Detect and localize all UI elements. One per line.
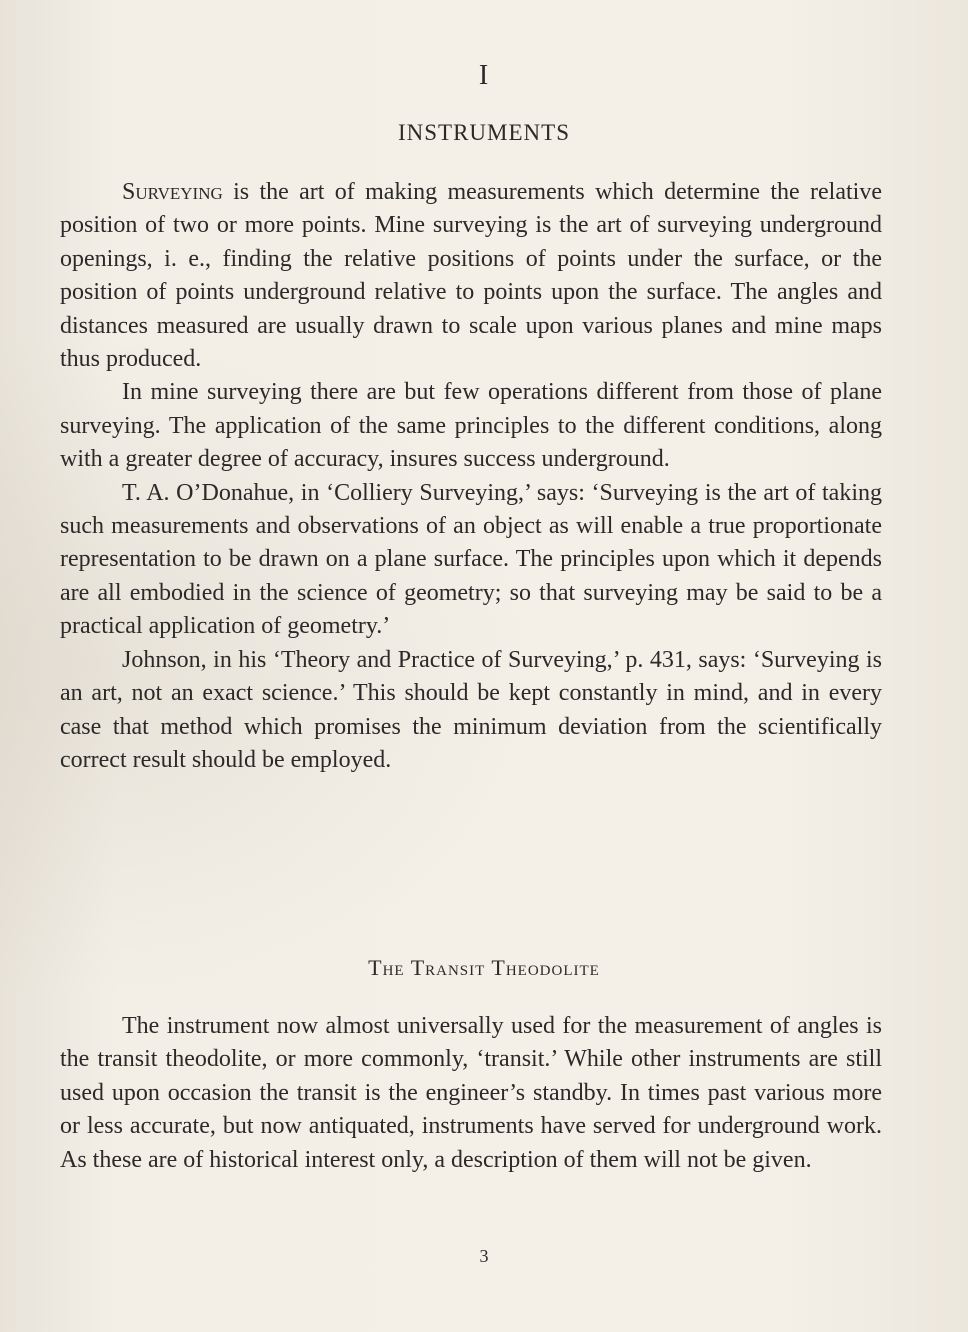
page-number: 3 <box>479 1246 489 1266</box>
paragraph-4: Johnson, in his ‘Theory and Practice of Surveying,’ p. 431, says: ‘Surveying is an art, not an exact science.’ This should be kept constantly in mind, and in every case that method which promises the minimum deviation from the scientifically correct result should be employed. <box>60 646 882 773</box>
chapter-number: I <box>478 60 490 91</box>
paragraph-1 <box>60 176 882 376</box>
section-heading: The Transit Theodolite <box>368 955 600 980</box>
chapter-title: INSTRUMENTS <box>397 120 570 145</box>
body-text-section-1 <box>60 176 882 777</box>
paragraph-text: is the art of making measurements which determine the relative position of two or more points. Mine surveying is the art of surveying underground openings, i. e., finding the relative positions of points under the surface, or the position of points underground relative to points upon the surface. The angles and distances measured are usually drawn to scale upon various planes and mine maps thus produced. <box>60 179 882 373</box>
paragraph-5: The instrument now almost universally used for the measurement of angles is the transit theodolite, or more commonly, ‘transit.’ While other instruments are still used upon occasion the transit is the engineer’s standby. In times past various more or less accurate, but now antiquated, instruments have served for underground work. As these are of historical interest only, a description of them will not be given. <box>60 1013 882 1173</box>
lead-word: Surveying <box>122 179 223 205</box>
paragraph-2: In mine surveying there are but few operations different from those of plane surveying. The application of the same principles to the different conditions, along with a greater degree of accuracy, insures success underground. <box>60 379 882 473</box>
body-text-section-2 <box>60 1010 882 1177</box>
paragraph-3: T. A. O’Donahue, in ‘Colliery Surveying,’ says: ‘Surveying is the art of taking such measurements and observations of an object as will enable a true proportionate representation to be drawn on a plane surface. The principles upon which it depends are all embodied in the science of geometry; so that surveying may be said to be a practical application of geometry.’ <box>60 479 882 640</box>
